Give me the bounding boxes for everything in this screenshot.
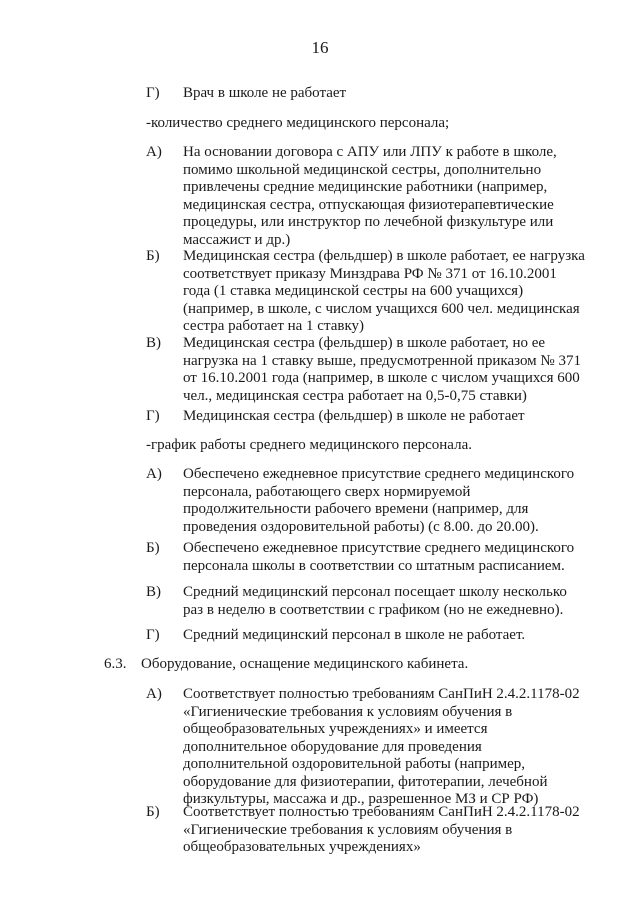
schedule-item-text: Средний медицинский персонал в школе не работает. [183,627,526,643]
item-text: Врач в школе не работает [183,85,347,101]
equipment-item-text: Соответствует полностью требованиям СанПиН 2.4.2.1178-02 «Гигиенические требования к условиям обучения в общеобразовательных учреждениях» [183,804,580,855]
item-letter: Г) [146,85,160,101]
staff-item-letter: А) [146,144,162,160]
schedule-heading: -график работы среднего медицинского персонала. [146,437,472,453]
schedule-item-text: Обеспечено ежедневное присутствие среднего медицинского персонала школы в соответствии со штатным расписанием. [183,540,575,574]
schedule-item-text: Обеспечено ежедневное присутствие среднего медицинского персонала, работающего сверх нормируемой продолжительности рабочего времени (например, для проведения оздоровительной работы) (с 8.00. до 20.00). [183,466,575,535]
staff-item-text: Медицинская сестра (фельдшер) в школе работает, но ее нагрузка на 1 ставку выше, предусмотренной приказом № 371 от 16.10.2001 года (например, в школе с числом учащихся 600 чел., медицинская сестра работает на 0,5-0,75 ставки) [183,335,581,404]
section-number: 6.3. [104,656,127,672]
schedule-item-letter: Б) [146,540,160,556]
schedule-item-letter: А) [146,466,162,482]
equipment-item-letter: А) [146,686,162,702]
schedule-item-text: Средний медицинский персонал посещает школу несколько раз в неделю в соответствии с графиком (но не ежедневно). [183,584,567,618]
schedule-item-letter: Г) [146,627,160,643]
staff-count-heading: -количество среднего медицинского персонала; [146,115,450,131]
staff-item-letter: В) [146,335,161,351]
equipment-item-text: Соответствует полностью требованиям СанПиН 2.4.2.1178-02 «Гигиенические требования к условиям обучения в общеобразовательных учреждениях» и имеется дополнительное оборудование для проведения дополнительной оздоровительной работы (например, оборудование для физиотерапии, фитотерапии, лечебной физкультуры, массажа и др., разрешенное МЗ и СР РФ) [183,686,580,807]
staff-item-text: На основании договора с АПУ или ЛПУ к работе в школе, помимо школьной медицинской сестры, дополнительно привлечены средние медицинские работники (например, медицинская сестра, отпускающая физиотерапевтические процедуры, или инструктор по лечебной физкультуре или массажист и др.) [183,144,557,248]
staff-item-text: Медицинская сестра (фельдшер) в школе не работает [183,408,525,424]
staff-item-letter: Б) [146,248,160,264]
schedule-item-letter: В) [146,584,161,600]
section-title: Оборудование, оснащение медицинского кабинета. [141,656,469,672]
equipment-item-letter: Б) [146,804,160,820]
staff-item-text: Медицинская сестра (фельдшер) в школе работает, ее нагрузка соответствует приказу Минздрава РФ № 371 от 16.10.2001 года (1 ставка медицинской сестры на 600 учащихся) (например, в школе, с числом учащихся 600 чел. медицинская сестра работает на 1 ставку) [183,248,585,334]
staff-item-letter: Г) [146,408,160,424]
page-number: 16 [311,38,329,57]
